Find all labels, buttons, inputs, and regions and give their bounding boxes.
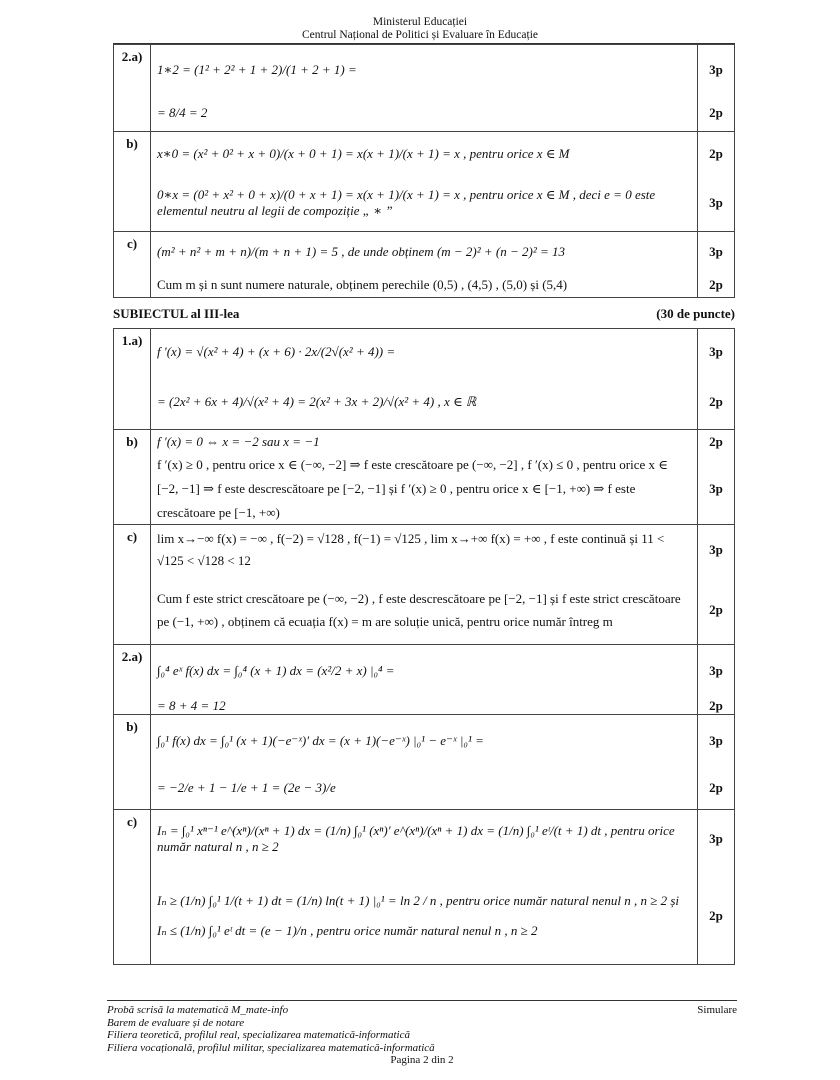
table-row-1b [114, 430, 735, 525]
solution-step [151, 645, 697, 697]
step-text: = (2x² + 6x + 4)/√(x² + 4) = 2(x² + 3x + 2)/√(x² + 4) , x ∈ ℝ [157, 394, 477, 409]
footer-track-vocational: Filiera vocațională, profilul militar, specializarea matematică-informatică [107, 1041, 435, 1054]
points-value: 3p [709, 481, 723, 496]
solution-step [151, 430, 697, 454]
step-text: f ′(x) = √(x² + 4) + (x + 6) · 2x/(2√(x² + 4)) = [157, 344, 396, 359]
row-points [698, 329, 735, 430]
footer-barem: Barem de evaluare și de notare [107, 1016, 245, 1029]
solution-step [151, 715, 697, 767]
points-value: 2p [709, 276, 723, 292]
row-points [698, 430, 735, 525]
points-value: 2p [709, 394, 723, 409]
solution-step [151, 868, 697, 964]
solution-step [151, 454, 697, 524]
footer-track-theoretical: Filiera teoretică, profilul real, specializarea matematică-informatică [107, 1029, 410, 1041]
table-row-2a-integral [114, 645, 735, 715]
points-value: 3p [709, 663, 723, 678]
header-center: Centrul Național de Politici și Evaluare în Educație [301, 29, 538, 41]
points-value: 2p [709, 601, 723, 617]
row-content [151, 430, 698, 525]
step-text: ∫₀¹ f(x) dx = ∫₀¹ (x + 1)(−e⁻ˣ)′ dx = (x + 1)(−e⁻ˣ) |₀¹ − e⁻ˣ |₀¹ = [157, 733, 484, 748]
solution-step [151, 329, 697, 375]
row-label: b) [114, 430, 151, 525]
solution-step [151, 525, 697, 575]
points-value: 3p [709, 244, 723, 259]
row-content [151, 232, 698, 298]
step-text: Cum m și n sunt numere naturale, obținem perechile (0,5) , (4,5) , (5,0) și (5,4) [157, 276, 568, 292]
step-text: ∫₀⁴ eˣ f(x) dx = ∫₀⁴ (x + 1) dx = (x²/2 + x) |₀⁴ = [157, 663, 395, 678]
solution-step [151, 272, 697, 297]
row-points [698, 232, 735, 298]
points-value: 2p [709, 434, 723, 449]
row-points [698, 810, 735, 965]
solution-step [151, 45, 697, 95]
step-text: x∗0 = (x² + 0² + x + 0)/(x + 0 + 1) = x(x + 1)/(x + 1) = x , pentru orice x ∈ M [157, 146, 570, 161]
solution-step [151, 575, 697, 644]
table-row-2a [114, 45, 735, 132]
points-value: 2p [709, 146, 723, 161]
grading-table-part2 [113, 44, 735, 298]
row-content [151, 645, 698, 715]
row-label: b) [114, 715, 151, 810]
points-value: 3p [709, 195, 723, 210]
points-value: 3p [709, 831, 723, 846]
step-text: = −2/e + 1 − 1/e + 1 = (2e − 3)/e [157, 780, 336, 795]
table-row-2c [114, 232, 735, 298]
points-value: 2p [709, 697, 723, 713]
row-label: c) [114, 810, 151, 965]
row-label: 2.a) [114, 45, 151, 132]
solution-step [151, 375, 697, 429]
table-row-1a [114, 329, 735, 430]
section-points: (30 de puncte) [656, 306, 735, 321]
row-content [151, 45, 698, 132]
step-text: 1∗2 = (1² + 2² + 1 + 2)/(1 + 2 + 1) = [157, 62, 357, 77]
step-text: (m² + n² + m + n)/(m + n + 1) = 5 , de unde obținem (m − 2)² + (n − 2)² = 13 [157, 244, 566, 259]
grading-table-part3 [113, 328, 735, 965]
solution-step [151, 767, 697, 809]
step-text: Iₙ = ∫₀¹ xⁿ⁻¹ e^(xⁿ)/(xⁿ + 1) dx = (1/n) ∫₀¹ (xⁿ)′ e^(xⁿ)/(xⁿ + 1) dx = (1/n) ∫₀¹ eᵗ/(t + 1) dt , pentru orice număr natural n , n ≥ 2 [157, 823, 675, 854]
row-points [698, 525, 735, 645]
step-text: lim x→−∞ f(x) = −∞ , f(−2) = √128 , f(−1) = √125 , lim x→+∞ f(x) = +∞ , f este continuă și 11 < √125 < √128 < 12 [157, 531, 665, 568]
footer-divider [107, 1000, 737, 1001]
document-header [0, 16, 840, 42]
document-footer [107, 1004, 737, 1067]
solution-step [151, 697, 697, 714]
row-content [151, 715, 698, 810]
row-label: b) [114, 132, 151, 232]
section-title: SUBIECTUL al III-lea [113, 306, 240, 321]
footer-exam-title: Probă scrisă la matematică M_mate-info [107, 1004, 289, 1016]
solution-step [151, 132, 697, 176]
step-text: = 8 + 4 = 12 [157, 697, 226, 713]
row-points [698, 132, 735, 232]
section-heading [113, 306, 735, 322]
solution-step [151, 810, 697, 868]
row-content [151, 810, 698, 965]
row-content [151, 329, 698, 430]
step-text: 0∗x = (0² + x² + 0 + x)/(0 + x + 1) = x(x + 1)/(x + 1) = x , pentru orice x ∈ M , deci e = 0 este elementul neutru al legii de compoziție „ ∗ ” [157, 187, 656, 218]
row-points [698, 715, 735, 810]
table-row-2b-integral [114, 715, 735, 810]
step-text: Iₙ ≥ (1/n) ∫₀¹ 1/(t + 1) dt = (1/n) ln(t + 1) |₀¹ = ln 2 / n , pentru orice număr natural nenul n , n ≥ 2 și Iₙ ≤ (1/n) ∫₀¹ eᵗ dt = (e − 1)/n , pentru orice număr natural nenul n , n ≥ 2 [157, 893, 679, 938]
row-points [698, 645, 735, 715]
footer-simulation-label: Simulare [697, 1004, 737, 1016]
row-content [151, 132, 698, 232]
row-content [151, 525, 698, 645]
step-text: Cum f este strict crescătoare pe (−∞, −2) , f este descrescătoare pe [−2, −1] și f este strict crescătoare pe (−1, +∞) , obținem că ecuația f(x) = m are soluție unică, pentru orice număr întreg m [157, 590, 681, 629]
step-text: f ′(x) = 0 ⇔ x = −2 sau x = −1 [157, 434, 320, 449]
row-label: c) [114, 232, 151, 298]
points-value: 2p [709, 908, 723, 923]
points-value: 3p [709, 62, 723, 77]
step-text: = 8/4 = 2 [157, 105, 208, 120]
solution-step [151, 232, 697, 272]
points-value: 3p [709, 542, 723, 557]
points-value: 3p [709, 344, 723, 359]
solution-step [151, 95, 697, 131]
step-text: f ′(x) ≥ 0 , pentru orice x ∈ (−∞, −2] ⇒ f este crescătoare pe (−∞, −2] , f ′(x) ≤ 0 , pentru orice x ∈ [−2, −1] ⇒ f este descrescătoare pe [−2, −1] și f ′(x) ≥ 0 , pentru orice x ∈ [−1, +∞) ⇒ f este crescătoare pe [−1, +∞) [157, 457, 668, 520]
points-value: 2p [709, 780, 723, 795]
table-row-1c [114, 525, 735, 645]
solution-step [151, 176, 697, 230]
points-value: 3p [709, 733, 723, 748]
row-points [698, 45, 735, 132]
header-ministry: Ministerul Educației [372, 16, 468, 28]
points-value: 2p [709, 105, 723, 120]
table-row-2c-integral [114, 810, 735, 965]
row-label: c) [114, 525, 151, 645]
row-label: 2.a) [114, 645, 151, 715]
page-number: Pagina 2 din 2 [390, 1054, 454, 1066]
row-label: 1.a) [114, 329, 151, 430]
table-row-2b [114, 132, 735, 232]
